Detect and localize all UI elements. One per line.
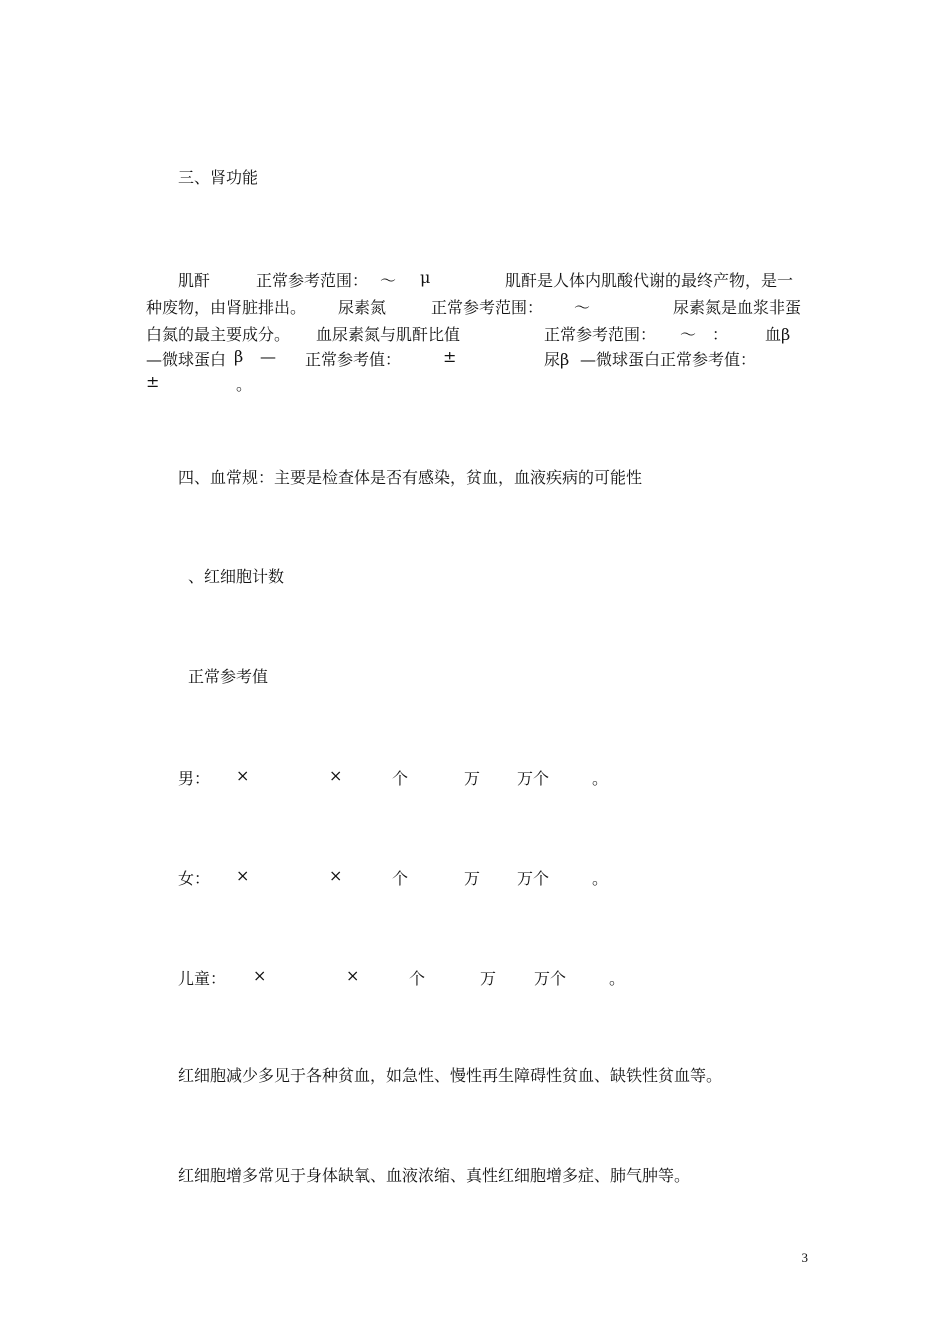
row-cell: × [236,766,250,785]
kidney-p4-seg: β [234,347,244,366]
kidney-p2-seg: 种废物，由肾脏排出。 [146,298,307,317]
page-number: 3 [801,1250,808,1265]
heading-blood-routine: 四、血常规：主要是检查体是否有感染，贫血，血液疾病的可能性 [178,468,643,487]
row-cell: 个 [392,869,409,888]
kidney-p3-seg: ： [712,325,729,344]
kidney-p2-seg: ～ [574,298,591,317]
row-cell: 万 [464,769,481,788]
rbc-increase-note: 红细胞增多常见于身体缺氧、血液浓缩、真性红细胞增多症、肺气肿等。 [178,1166,691,1185]
row-cell: 。 [592,869,609,888]
kidney-p1-seg: 正常参考范围： [256,271,369,290]
kidney-p2-seg: 正常参考范围： [431,298,544,317]
row-label: 男： [178,769,211,788]
kidney-p5-seg: 。 [236,375,253,394]
kidney-p4-seg: — [260,347,276,366]
kidney-p1-seg: μ [420,268,431,287]
kidney-p3-seg: ～ [680,325,697,344]
kidney-p3-seg: 血尿素氮与肌酐比值 [316,325,461,344]
kidney-p4-seg: —微球蛋白 [146,350,227,369]
row-cell: 个 [392,769,409,788]
row-cell: 万 [464,869,481,888]
kidney-p4-seg: ± [443,347,457,366]
row-cell: 。 [609,969,626,988]
kidney-p2-seg: 尿素氮 [338,298,387,317]
row-label: 女： [178,869,211,888]
row-cell: × [329,766,343,785]
row-cell: 个 [409,969,426,988]
rbc-decrease-note: 红细胞减少多见于各种贫血，如急性、慢性再生障碍性贫血、缺铁性贫血等。 [178,1066,723,1085]
row-cell: × [329,866,343,885]
kidney-p4-seg: —微球蛋白正常参考值： [580,350,757,369]
row-cell: × [236,866,250,885]
row-cell: 万个 [534,969,567,988]
kidney-p3-seg: 正常参考范围： [544,325,657,344]
kidney-p1-seg: 肌酐 [178,271,211,290]
row-cell: 万个 [517,869,550,888]
kidney-p3-seg: 白氮的最主要成分。 [146,325,291,344]
subheading-rbc-count: 、红细胞计数 [188,567,285,586]
row-cell: 。 [592,769,609,788]
kidney-p3-seg: 血β [765,325,791,344]
kidney-p1-seg: ～ [380,271,397,290]
kidney-p1-seg: 肌酐是人体内肌酸代谢的最终产物，是一 [505,271,794,290]
row-cell: × [346,966,360,985]
kidney-p2-seg: 尿素氮是血浆非蛋 [673,298,802,317]
row-cell: 万 [480,969,497,988]
row-cell: 万个 [517,769,550,788]
kidney-p5-seg: ± [146,372,160,391]
row-cell: × [253,966,267,985]
kidney-p4-seg: 正常参考值： [305,350,402,369]
heading-kidney-function: 三、肾功能 [178,168,259,187]
row-label: 儿童： [178,969,227,988]
kidney-p4-seg: 尿β [544,350,570,369]
normal-reference-label: 正常参考值 [188,667,269,686]
